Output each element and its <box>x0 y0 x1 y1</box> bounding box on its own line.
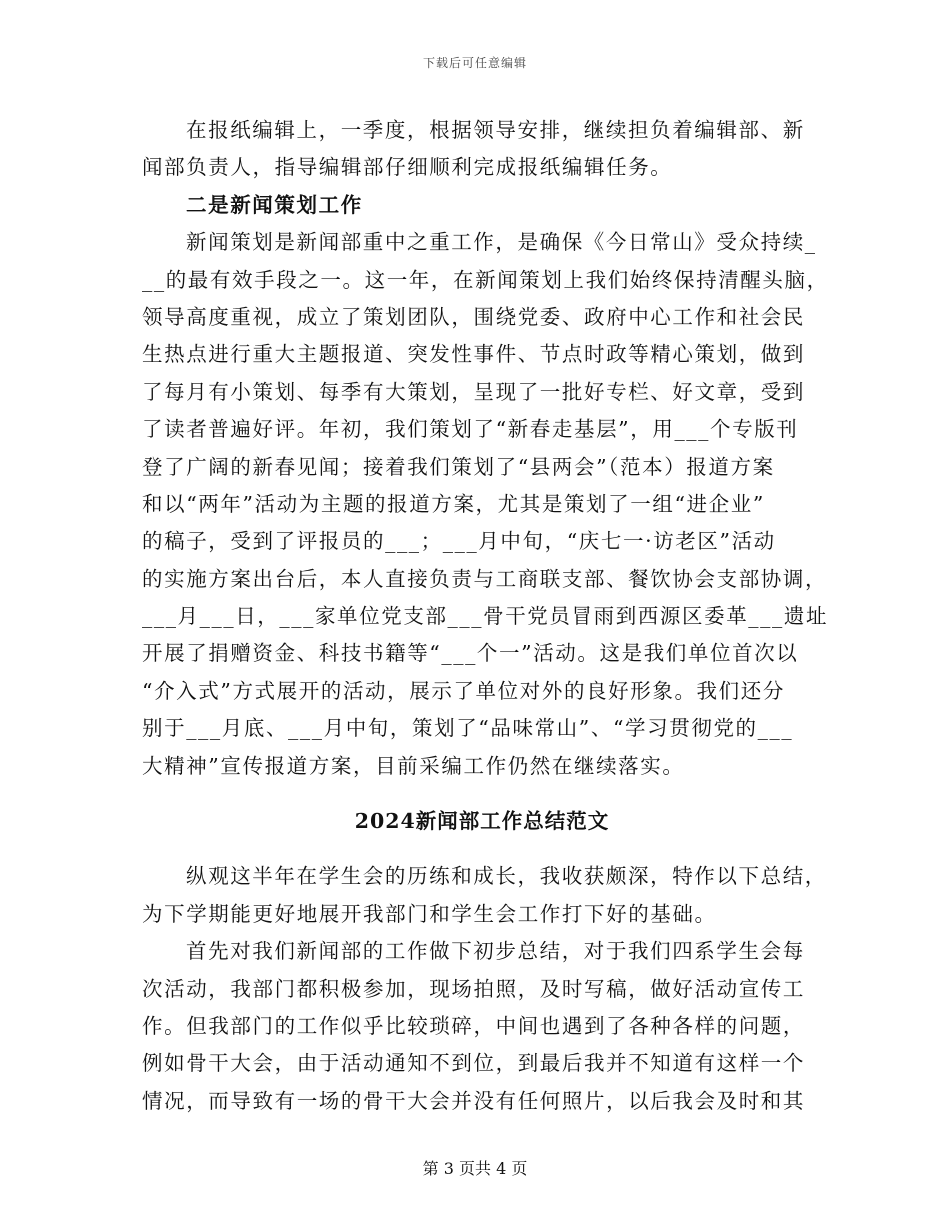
paragraph-line: 闻部负责人，指导编辑部仔细顺利完成报纸编辑任务。 <box>142 155 673 180</box>
paragraph-line: 作。但我部门的工作似乎比较琐碎，中间也遇到了各种各样的问题， <box>142 1013 805 1038</box>
paragraph-line: 的稿子，受到了评报员的___；___月中旬，“庆七一·访老区”活动 <box>142 529 776 554</box>
paragraph-line: 登了广阔的新春见闻；接着我们策划了“县两会”（范本）报道方案 <box>142 454 775 479</box>
document-body <box>142 112 829 1120</box>
paragraph-line: 大精神”宣传报道方案，目前采编工作仍然在继续落实。 <box>142 753 685 778</box>
paragraph-line: 次活动，我部门都积极参加，现场拍照，及时写稿，做好活动宣传工 <box>142 976 805 1001</box>
paragraph-line: 别于___月底、___月中旬，策划了“品味常山”、“学习贯彻党的___ <box>142 716 794 741</box>
paragraph-line: 和以“两年”活动为主题的报道方案，尤其是策划了一组“进企业” <box>142 491 765 516</box>
section-heading: 二是新闻策划工作 <box>186 192 363 217</box>
paragraph-line: 新闻策划是新闻部重中之重工作，是确保《今日常山》受众持续_ <box>186 230 817 255</box>
paragraph-line: __的最有效手段之一。这一年，在新闻策划上我们始终保持清醒头脑， <box>142 267 829 292</box>
spacer <box>142 840 822 858</box>
article-title: 2024新闻部工作总结范文 <box>354 809 610 834</box>
paragraph-line: “介入式”方式展开的活动，展示了单位对外的良好形象。我们还分 <box>142 678 785 703</box>
spacer <box>142 785 822 803</box>
paragraph-line: 领导高度重视，成立了策划团队，围绕党委、政府中心工作和社会民 <box>142 304 805 329</box>
paragraph-line: 在报纸编辑上，一季度，根据领导安排，继续担负着编辑部、新 <box>186 118 805 142</box>
page-footer: 第 3 页共 4 页 <box>422 1159 528 1178</box>
paragraph-line: 了读者普遍好评。年初，我们策划了“新春走基层”，用___个专版刊 <box>142 417 799 442</box>
paragraph-line: 的实施方案出台后，本人直接负责与工商联支部、餐饮协会支部协调， <box>142 566 828 591</box>
paragraph-line: 首先对我们新闻部的工作做下初步总结，对于我们四系学生会每 <box>186 939 805 964</box>
page-header: 下载后可任意编辑 <box>422 56 527 70</box>
paragraph-line: 为下学期能更好地展开我部门和学生会工作打下好的基础。 <box>142 901 717 926</box>
paragraph-line: 例如骨干大会，由于活动通知不到位，到最后我并不知道有这样一个 <box>142 1051 805 1076</box>
paragraph-line: 开展了捐赠资金、科技书籍等“___个一”活动。这是我们单位首次以 <box>142 641 799 666</box>
paragraph-line: 纵观这半年在学生会的历练和成长，我收获颇深，特作以下总结， <box>186 864 827 889</box>
paragraph-line: ___月___日，___家单位党支部___骨干党员冒雨到西源区委革___遗址 <box>142 604 829 629</box>
paragraph-line: 生热点进行重大主题报道、突发性事件、节点时政等精心策划，做到 <box>142 342 805 367</box>
paragraph-line: 了每月有小策划、每季有大策划，呈现了一批好专栏、好文章，受到 <box>142 379 805 404</box>
paragraph-line: 情况，而导致有一场的骨干大会并没有任何照片，以后我会及时和其 <box>142 1088 805 1113</box>
